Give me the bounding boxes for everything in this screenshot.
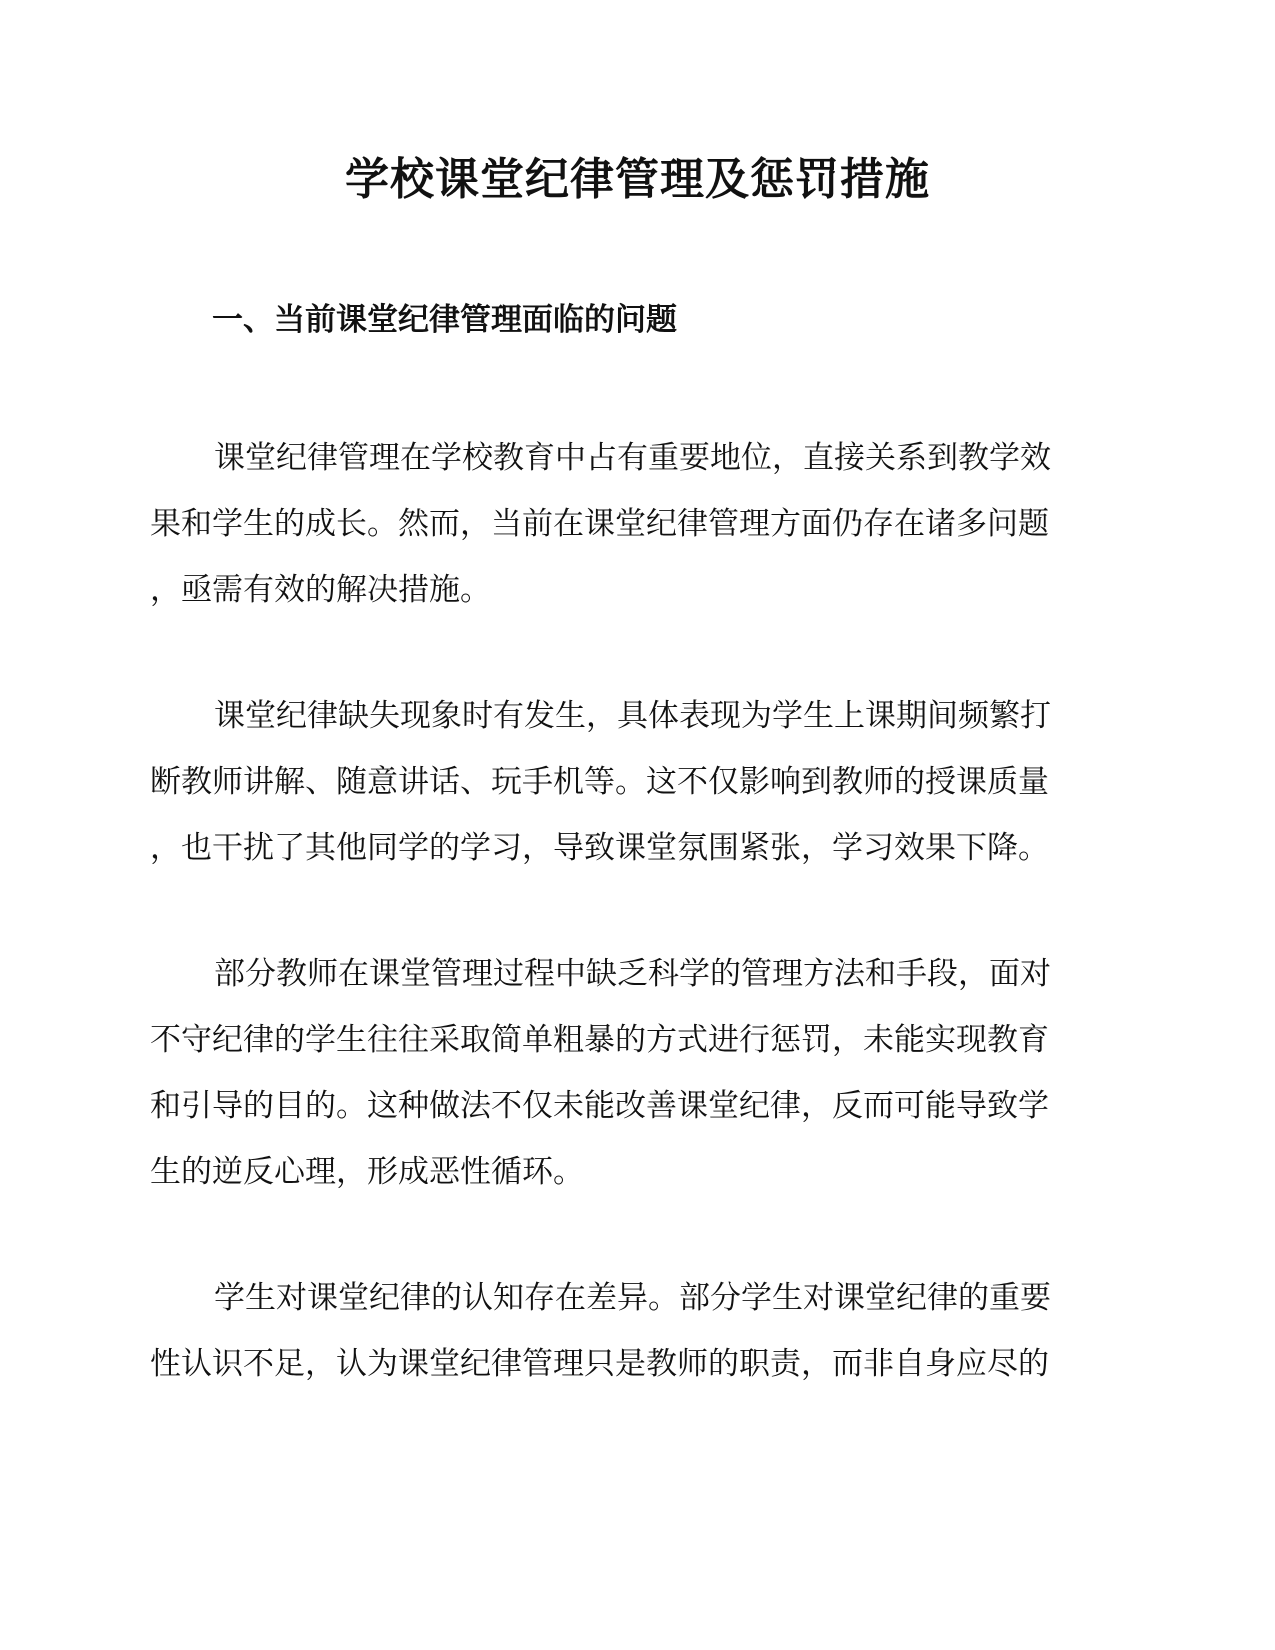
paragraph-line: 课堂纪律缺失现象时有发生，具体表现为学生上课期间频繁打	[214, 698, 1051, 734]
document-title: 学校课堂纪律管理及惩罚措施	[345, 154, 930, 205]
paragraph-line: 不守纪律的学生往往采取简单粗暴的方式进行惩罚，未能实现教育	[150, 1022, 1049, 1058]
paragraph	[150, 1265, 1120, 1397]
paragraph	[150, 425, 1120, 623]
paragraph-line: 性认识不足，认为课堂纪律管理只是教师的职责，而非自身应尽的	[150, 1346, 1049, 1382]
paragraph-line: 果和学生的成长。然而，当前在课堂纪律管理方面仍存在诸多问题	[150, 506, 1049, 542]
paragraph-line: 课堂纪律管理在学校教育中占有重要地位，直接关系到教学效	[214, 440, 1051, 476]
section-heading: 一、当前课堂纪律管理面临的问题	[212, 302, 677, 338]
paragraph-line: ，亟需有效的解决措施。	[150, 572, 491, 608]
paragraph	[150, 941, 1120, 1205]
paragraph-line: 和引导的目的。这种做法不仅未能改善课堂纪律，反而可能导致学	[150, 1088, 1049, 1124]
paragraph	[150, 683, 1120, 881]
paragraph-line: 部分教师在课堂管理过程中缺乏科学的管理方法和手段，面对	[214, 956, 1051, 992]
paragraph-line: 学生对课堂纪律的认知存在差异。部分学生对课堂纪律的重要	[214, 1280, 1051, 1316]
paragraph-line: ，也干扰了其他同学的学习，导致课堂氛围紧张，学习效果下降。	[150, 830, 1049, 866]
paragraph-line: 生的逆反心理，形成恶性循环。	[150, 1154, 584, 1190]
paragraph-line: 断教师讲解、随意讲话、玩手机等。这不仅影响到教师的授课质量	[150, 764, 1049, 800]
